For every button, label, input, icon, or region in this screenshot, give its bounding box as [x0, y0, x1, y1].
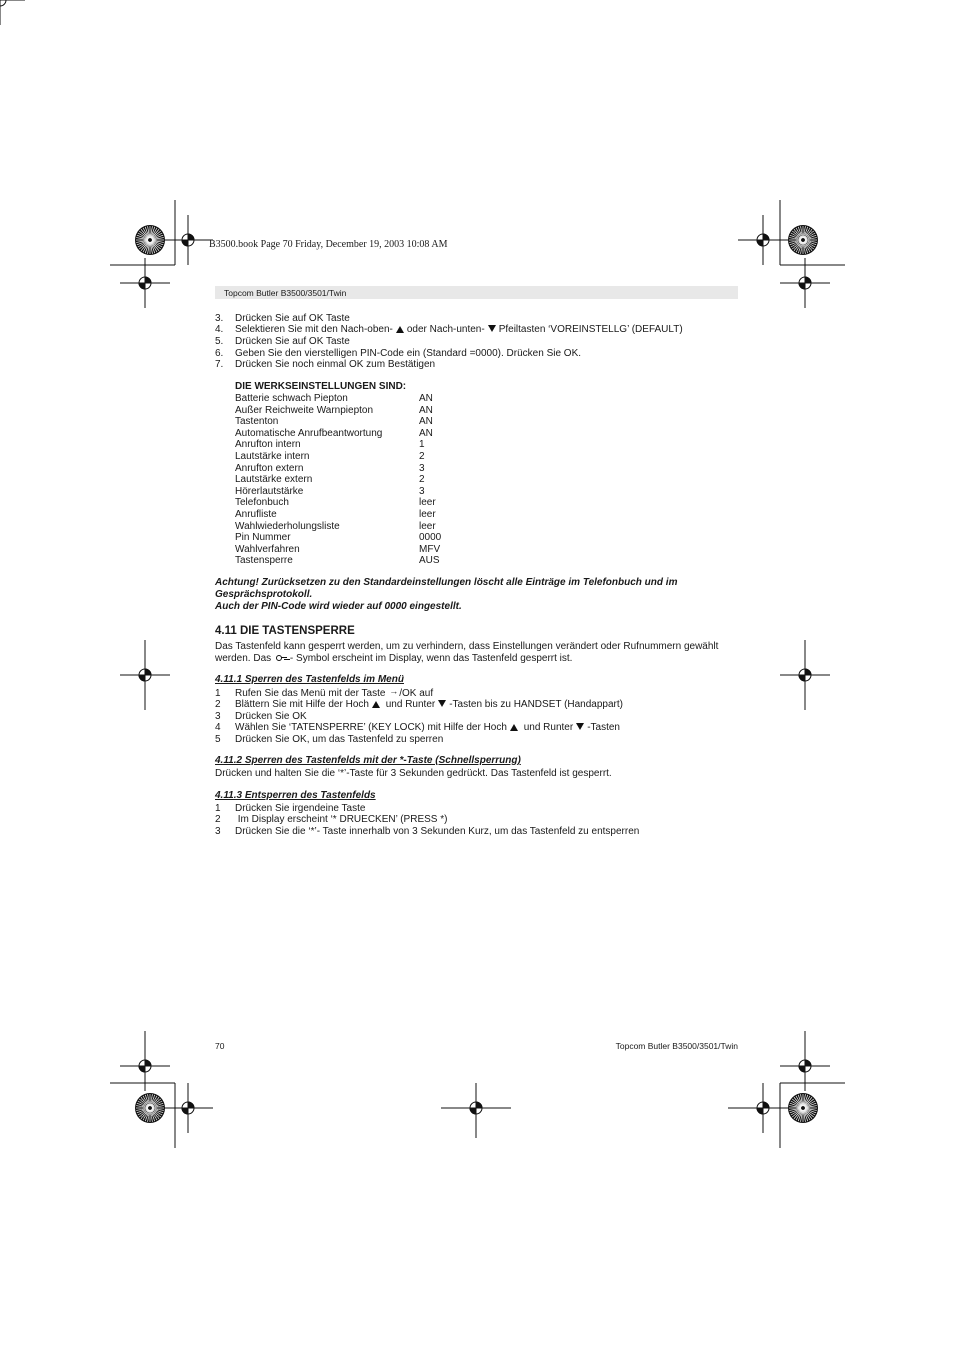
subsection-title-1: 4.11.1 Sperren des Tastenfelds im Menü	[215, 674, 404, 685]
setting-value: leer	[419, 497, 436, 509]
setting-value: 2	[419, 451, 425, 462]
defaults-heading: DIE WERKSEINSTELLUNGEN SIND:	[235, 381, 407, 392]
setting-value: AN	[419, 393, 433, 404]
section-title: 4.11 DIE TASTENSPERRE	[215, 625, 355, 637]
arrow-down-icon	[576, 723, 584, 730]
header-title: Topcom Butler B3500/3501/Twin	[224, 288, 347, 298]
setting-label: Tastensperre	[235, 555, 293, 567]
subsection-title-2: 4.11.2 Sperren des Tastenfelds mit der *-Taste (Schnellsperrung)	[215, 755, 521, 766]
setting-label: Automatische Anrufbeantwortung	[235, 427, 383, 439]
arrow-up-icon	[372, 701, 380, 708]
arrow-down-icon	[488, 325, 496, 332]
setting-label: Lautstärke intern	[235, 451, 310, 462]
setting-value: 2	[419, 474, 425, 486]
setting-value: leer	[419, 520, 436, 532]
setting-label: Pin Nummer	[235, 532, 291, 544]
setting-value: AN	[419, 404, 433, 416]
print-info: B3500.book Page 70 Friday, December 19, 2003 10:08 AM	[209, 239, 448, 250]
setting-label: Hörerlautstärke	[235, 485, 304, 497]
menu-arrow-icon	[389, 688, 398, 697]
section-intro-1: Das Tastenfeld kann gesperrt werden, um zu verhindern, dass Einstellungen verändert oder Rufnummern gewählt	[215, 641, 719, 652]
setting-value: 1	[419, 439, 425, 451]
setting-value: AN	[419, 427, 433, 439]
setting-label: Tastenton	[235, 416, 279, 428]
key-lock-icon	[276, 654, 288, 662]
arrow-up-icon	[396, 326, 404, 333]
setting-value: 3	[419, 485, 425, 497]
setting-label: Wahlverfahren	[235, 543, 300, 555]
setting-value: 0000	[419, 532, 442, 544]
setting-value: 3	[419, 462, 425, 474]
setting-label: Wahlwiederholungsliste	[235, 520, 340, 532]
setting-label: Anrufton intern	[235, 439, 301, 451]
setting-label: Lautstärke extern	[235, 474, 313, 486]
section-intro-2: werden. Das - Symbol erscheint im Display, wenn das Tastenfeld gesperrt ist.	[215, 653, 573, 664]
arrow-down-icon	[438, 700, 446, 707]
setting-value: MFV	[419, 543, 441, 555]
warning-line-3: Auch der PIN-Code wird wieder auf 0000 eingestellt.	[215, 601, 462, 612]
setting-label: Telefonbuch	[235, 497, 289, 509]
registration-sunburst	[135, 1093, 165, 1123]
setting-label: Anrufton extern	[235, 462, 304, 474]
setting-value: AUS	[419, 555, 440, 567]
registration-sunburst	[788, 1093, 818, 1123]
footer-title: Topcom Butler B3500/3501/Twin	[615, 1041, 738, 1051]
warning-line-1: Achtung! Zurücksetzen zu den Standardeinstellungen löscht alle Einträge im Telefonbuch und im	[215, 577, 678, 588]
warning-line-2: Gesprächsprotokoll.	[215, 589, 313, 600]
subsection-text-2: Drücken und halten Sie die ‘*’-Taste für 3 Sekunden gedrückt. Das Tastenfeld ist gesperrt.	[215, 768, 612, 779]
arrow-up-icon	[510, 724, 518, 731]
page-number: 70	[215, 1041, 225, 1051]
registration-sunburst	[135, 225, 165, 255]
registration-sunburst	[788, 225, 818, 255]
setting-label: Außer Reichweite Warnpiepton	[235, 404, 374, 416]
setting-value: leer	[419, 509, 436, 520]
setting-label: Batterie schwach Piepton	[235, 393, 348, 404]
setting-value: AN	[419, 416, 433, 428]
setting-label: Anrufliste	[235, 509, 277, 520]
subsection-title-3: 4.11.3 Entsperren des Tastenfelds	[215, 790, 376, 801]
